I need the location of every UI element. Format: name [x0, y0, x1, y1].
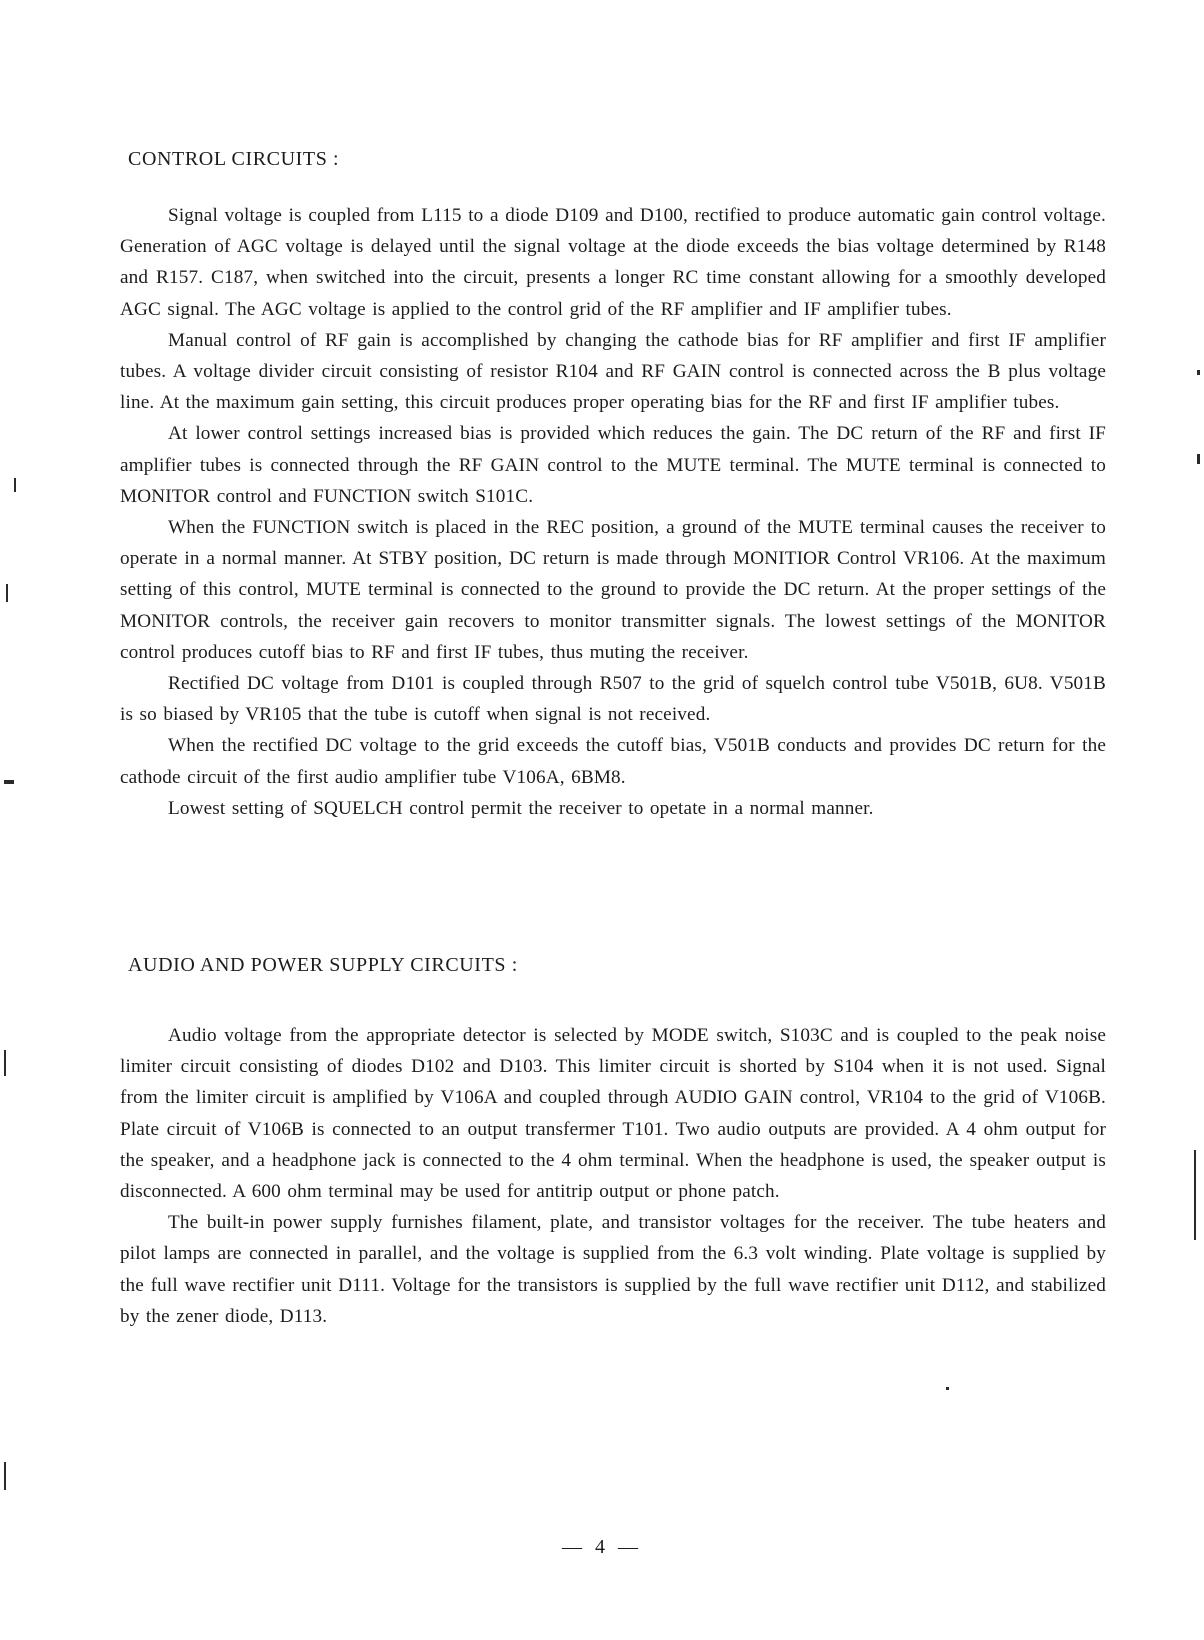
scan-artifact: [1197, 454, 1200, 464]
scan-artifact: [6, 584, 8, 602]
scan-artifact: [4, 780, 14, 784]
paragraph: The built-in power supply furnishes filament, plate, and transistor voltages for the receiver. The tube heaters and pilot lamps are connected in parallel, and the voltage is supplied from the 6.3 volt winding. Plate voltage is supplied by the full wave rectifier unit D111. Voltage for the transistors is supplied by the full wave rectifier unit D112, and stabilized by the zener diode, D113.: [120, 1212, 1106, 1327]
scan-artifact: [4, 1462, 6, 1490]
paragraph: Lowest setting of SQUELCH control permit the receiver to opetate in a normal manner.: [168, 797, 874, 819]
section-heading-audio-power: AUDIO AND POWER SUPPLY CIRCUITS :: [128, 954, 518, 976]
scan-artifact: [4, 1050, 6, 1076]
scan-artifact: [1194, 1150, 1196, 1240]
paragraph: Signal voltage is coupled from L115 to a diode D109 and D100, rectified to produce automatic gain control voltage. Generation of AGC voltage is delayed until the signal voltage at the diode exceeds the bias voltage determined by R148 and R157. C187, when switched into the circuit, presents a longer RC time constant allowing for a smoothly developed AGC signal. The AGC voltage is applied to the control grid of the RF amplifier and IF amplifier tubes.: [120, 205, 1106, 320]
scan-artifact: [14, 478, 16, 492]
paragraph: At lower control settings increased bias is provided which reduces the gain. The DC return of the RF and first IF amplifier tubes is connected through the RF GAIN control to the MUTE terminal. The MUTE terminal is connected to MONITOR control and FUNCTION switch S101C.: [120, 423, 1106, 507]
section-body-audio-power: [120, 1020, 1106, 1332]
paragraph: When the FUNCTION switch is placed in the REC position, a ground of the MUTE terminal causes the receiver to operate in a normal manner. At STBY position, DC return is made through MONITIOR Control VR106. At the maximum setting of this control, MUTE terminal is connected to the ground to provide the DC return. At the proper settings of the MONITOR controls, the receiver gain recovers to monitor transmitter signals. The lowest settings of the MONITOR control produces cutoff bias to RF and first IF tubes, thus muting the receiver.: [120, 517, 1106, 663]
scan-artifact: [1197, 370, 1200, 375]
section-body-control-circuits: [120, 200, 1106, 824]
scan-artifact: [946, 1387, 949, 1390]
paragraph: Audio voltage from the appropriate detector is selected by MODE switch, S103C and is coupled to the peak noise limiter circuit consisting of diodes D102 and D103. This limiter circuit is shorted by S104 when it is not used. Signal from the limiter circuit is amplified by V106A and coupled through AUDIO GAIN control, VR104 to the grid of V106B. Plate circuit of V106B is connected to an output transfermer T101. Two audio outputs are provided. A 4 ohm output for the speaker, and a headphone jack is connected to the 4 ohm terminal. When the headphone is used, the speaker output is disconnected. A 600 ohm terminal may be used for antitrip output or phone patch.: [120, 1025, 1106, 1203]
paragraph: Rectified DC voltage from D101 is coupled through R507 to the grid of squelch control tube V501B, 6U8. V501B is so biased by VR105 that the tube is cutoff when signal is not received.: [120, 673, 1106, 726]
paragraph: When the rectified DC voltage to the grid exceeds the cutoff bias, V501B conducts and provides DC return for the cathode circuit of the first audio amplifier tube V106A, 6BM8.: [120, 735, 1106, 788]
section-heading-control-circuits: CONTROL CIRCUITS :: [128, 148, 340, 170]
paragraph: Manual control of RF gain is accomplished by changing the cathode bias for RF amplifier and first IF amplifier tubes. A voltage divider circuit consisting of resistor R104 and RF GAIN control is connected across the B plus voltage line. At the maximum gain setting, this circuit produces proper operating bias for the RF and first IF amplifier tubes.: [120, 329, 1106, 414]
page-number: — 4 —: [562, 1536, 642, 1558]
